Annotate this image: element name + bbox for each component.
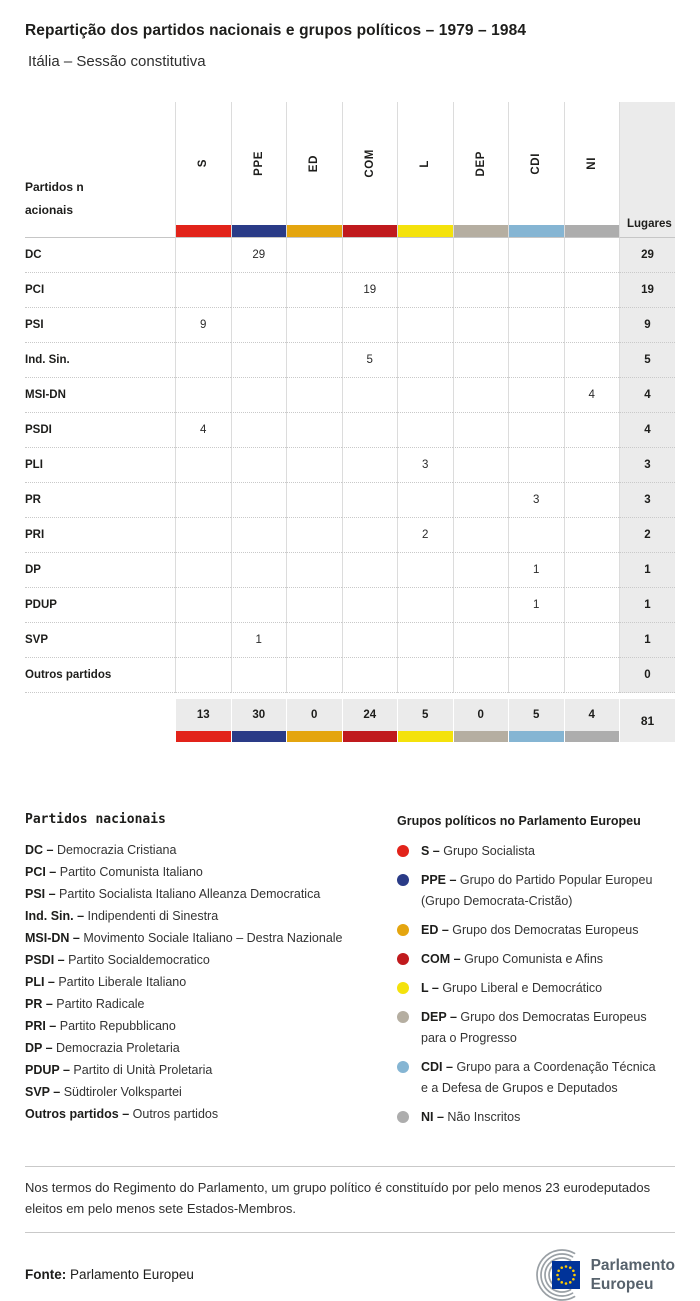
seat-cell-com <box>342 623 398 658</box>
group-color-dot-ni <box>397 1111 409 1123</box>
row-total-cell: 4 <box>619 378 675 413</box>
group-legend-text <box>421 920 638 941</box>
page-title: Repartição dos partidos nacionais e grupos políticos – 1979 – 1984 <box>25 22 527 39</box>
group-legend-item <box>397 978 657 999</box>
seats-column-header <box>619 102 675 238</box>
seat-cell-ppe <box>231 518 287 553</box>
column-header-ed <box>286 102 342 238</box>
party-label: Outros partidos <box>25 658 175 693</box>
hemicycle-flag-icon <box>522 1249 582 1301</box>
seat-cell-s <box>175 378 231 413</box>
seat-cell-cdi <box>508 378 564 413</box>
column-header-label: NI <box>585 157 598 170</box>
party-legend-item <box>25 905 397 927</box>
seat-cell-ppe <box>231 658 287 693</box>
group-legend-text <box>421 841 535 862</box>
row-total-cell: 4 <box>619 413 675 448</box>
group-code: PPE – <box>421 873 460 887</box>
group-name: Grupo Comunista e Afins <box>464 952 604 966</box>
eu-parliament-logo <box>522 1249 675 1301</box>
group-color-bar-com <box>343 225 398 237</box>
seat-cell-ed <box>286 658 342 693</box>
seat-cell-ppe <box>231 308 287 343</box>
legends <box>25 812 675 1136</box>
group-color-bar-ppe <box>232 225 287 237</box>
row-total-cell: 29 <box>619 238 675 273</box>
column-header-s <box>175 102 231 238</box>
group-code: NI – <box>421 1110 448 1124</box>
group-name: Grupo do Partido Popular Europeu (Grupo Democrata-Cristão) <box>421 873 653 908</box>
legend-political-groups <box>397 812 657 1136</box>
column-header-label-wrap <box>287 102 342 225</box>
group-color-bar-cdi <box>509 731 564 742</box>
party-legend-item <box>25 1015 397 1037</box>
seat-cell-s <box>175 273 231 308</box>
seat-cell-com <box>342 553 398 588</box>
group-color-bar-cdi <box>509 225 564 237</box>
column-header-label-wrap <box>565 102 620 225</box>
seat-cell-l <box>397 343 453 378</box>
seat-cell-ni <box>564 623 620 658</box>
party-legend-item <box>25 971 397 993</box>
seat-cell-ni <box>564 238 620 273</box>
seat-cell-dep <box>453 658 509 693</box>
seat-cell-dep <box>453 448 509 483</box>
column-header-label-wrap <box>398 102 453 225</box>
seat-cell-com <box>342 658 398 693</box>
seat-cell-ed <box>286 378 342 413</box>
seat-cell-com <box>342 518 398 553</box>
seat-cell-dep <box>453 483 509 518</box>
seat-cell-ed <box>286 483 342 518</box>
total-value: 30 <box>252 709 266 721</box>
group-name: Não Inscritos <box>447 1110 521 1124</box>
seat-cell-cdi <box>508 658 564 693</box>
party-abbr: PDUP – <box>25 1063 74 1077</box>
seat-cell-ni <box>564 343 620 378</box>
row-total-cell: 1 <box>619 623 675 658</box>
seat-cell-cdi <box>508 448 564 483</box>
column-header-label: ED <box>308 154 321 173</box>
group-legend-text <box>421 1057 657 1099</box>
logo-wordmark <box>591 1256 675 1294</box>
row-total-cell: 2 <box>619 518 675 553</box>
legend-groups-list <box>397 841 657 1128</box>
group-color-bar-com <box>343 731 398 742</box>
seat-cell-ed <box>286 308 342 343</box>
group-legend-item <box>397 1007 657 1049</box>
seat-cell-l: 3 <box>397 448 453 483</box>
seat-cell-s <box>175 623 231 658</box>
total-cell-ppe <box>231 699 287 742</box>
group-legend-item <box>397 841 657 862</box>
group-color-bar-ppe <box>232 731 287 742</box>
party-label: PSDI <box>25 413 175 448</box>
row-total-cell: 19 <box>619 273 675 308</box>
group-color-dot-dep <box>397 1011 409 1023</box>
party-abbr: DP – <box>25 1041 57 1055</box>
seat-cell-ed <box>286 238 342 273</box>
total-cell-com <box>342 699 398 742</box>
total-value: 5 <box>422 709 429 721</box>
party-name: Partito Socialista Italiano Alleanza Democratica <box>59 887 321 901</box>
seat-cell-com <box>342 308 398 343</box>
group-legend-text <box>421 870 657 912</box>
group-color-bar-ni <box>565 225 620 237</box>
seat-cell-ppe: 29 <box>231 238 287 273</box>
party-label: MSI-DN <box>25 378 175 413</box>
seat-cell-ppe <box>231 343 287 378</box>
party-legend-item <box>25 1081 397 1103</box>
seat-cell-ni <box>564 518 620 553</box>
seat-cell-l <box>397 308 453 343</box>
legend-groups-heading: Grupos políticos no Parlamento Europeu <box>397 814 641 828</box>
group-legend-text <box>421 949 603 970</box>
group-name: Grupo dos Democratas Europeus para o Progresso <box>421 1010 647 1045</box>
group-color-bar-l <box>398 225 453 237</box>
party-label: PDUP <box>25 588 175 623</box>
seat-cell-com <box>342 483 398 518</box>
row-total-cell: 3 <box>619 483 675 518</box>
column-header-com <box>342 102 398 238</box>
group-code: L – <box>421 981 443 995</box>
divider-bottom <box>25 1232 675 1233</box>
party-label: PRI <box>25 518 175 553</box>
column-header-dep <box>453 102 509 238</box>
table-corner-header <box>25 102 175 238</box>
seat-cell-ni <box>564 588 620 623</box>
party-name: Partito Socialdemocratico <box>68 953 210 967</box>
party-legend-item <box>25 861 397 883</box>
seat-cell-s <box>175 483 231 518</box>
seat-cell-ni <box>564 553 620 588</box>
seat-cell-cdi: 3 <box>508 483 564 518</box>
seat-cell-ed <box>286 448 342 483</box>
group-code: CDI – <box>421 1060 457 1074</box>
party-abbr: Outros partidos – <box>25 1107 133 1121</box>
seat-cell-s: 9 <box>175 308 231 343</box>
party-name: Partito Liberale Italiano <box>58 975 187 989</box>
seat-cell-cdi <box>508 308 564 343</box>
party-abbr: PSI – <box>25 887 60 901</box>
seat-cell-dep <box>453 588 509 623</box>
seat-cell-dep <box>453 308 509 343</box>
row-total-cell: 0 <box>619 658 675 693</box>
party-legend-item <box>25 839 397 861</box>
row-total-cell: 1 <box>619 588 675 623</box>
party-name: Partito Comunista Italiano <box>59 865 203 879</box>
total-cell-cdi <box>508 699 564 742</box>
party-label: PR <box>25 483 175 518</box>
seat-cell-cdi <box>508 623 564 658</box>
seat-cell-ni <box>564 413 620 448</box>
group-code: ED – <box>421 923 453 937</box>
group-color-bar-s <box>176 731 231 742</box>
group-color-dot-s <box>397 845 409 857</box>
divider-top <box>25 1166 675 1167</box>
legend-national-parties <box>25 812 397 1136</box>
seat-cell-cdi: 1 <box>508 588 564 623</box>
page-subtitle: Itália – Sessão constitutiva <box>28 53 206 70</box>
seat-cell-dep <box>453 378 509 413</box>
seat-cell-ni <box>564 483 620 518</box>
group-color-bar-dep <box>454 225 509 237</box>
seat-cell-l <box>397 588 453 623</box>
legend-parties-list <box>25 839 397 1125</box>
total-cell-l <box>397 699 453 742</box>
column-header-label-wrap <box>343 102 398 225</box>
seat-cell-s <box>175 588 231 623</box>
row-total-cell: 3 <box>619 448 675 483</box>
column-header-l <box>397 102 453 238</box>
column-header-label-wrap <box>232 102 287 225</box>
seat-cell-dep <box>453 343 509 378</box>
seat-cell-ppe <box>231 273 287 308</box>
seats-header-label: Lugares <box>627 218 672 230</box>
total-value: 5 <box>533 709 540 721</box>
row-total-cell: 5 <box>619 343 675 378</box>
seat-cell-dep <box>453 238 509 273</box>
total-value: 4 <box>588 709 595 721</box>
group-color-bar-dep <box>454 731 509 742</box>
source-label: Fonte: <box>25 1267 67 1283</box>
group-legend-item <box>397 1107 657 1128</box>
party-abbr: PCI – <box>25 865 60 879</box>
party-legend-item <box>25 1059 397 1081</box>
seat-cell-ed <box>286 343 342 378</box>
seat-cell-ppe <box>231 448 287 483</box>
seat-cell-ni: 4 <box>564 378 620 413</box>
seat-cell-dep <box>453 518 509 553</box>
group-color-dot-ed <box>397 924 409 936</box>
footnote: Nos termos do Regimento do Parlamento, um grupo político é constituído por pelo menos 23 eurodeputados eleitos em pelo menos sete Estados-Membros. <box>25 1180 651 1216</box>
party-abbr: MSI-DN – <box>25 931 84 945</box>
total-value: 13 <box>196 709 210 721</box>
seat-cell-ppe <box>231 378 287 413</box>
total-cell-ed <box>286 699 342 742</box>
seat-cell-com: 19 <box>342 273 398 308</box>
seat-cell-ppe <box>231 553 287 588</box>
party-abbr: PSDI – <box>25 953 69 967</box>
party-label: DP <box>25 553 175 588</box>
group-code: S – <box>421 844 444 858</box>
party-abbr: SVP – <box>25 1085 64 1099</box>
group-color-bar-s <box>176 225 231 237</box>
seat-cell-s <box>175 238 231 273</box>
party-abbr: PR – <box>25 997 57 1011</box>
column-header-ni <box>564 102 620 238</box>
group-code: COM – <box>421 952 465 966</box>
party-name: Indipendenti di Sinestra <box>87 909 219 923</box>
party-label: PCI <box>25 273 175 308</box>
column-header-label-wrap <box>176 102 231 225</box>
total-cell-ni <box>564 699 620 742</box>
seat-cell-com <box>342 448 398 483</box>
group-name: Grupo Liberal e Democrático <box>442 981 603 995</box>
group-legend-item <box>397 1057 657 1099</box>
seat-cell-ed <box>286 273 342 308</box>
seat-cell-cdi <box>508 518 564 553</box>
source <box>25 1267 194 1282</box>
group-color-dot-cdi <box>397 1061 409 1073</box>
seat-cell-l <box>397 273 453 308</box>
seat-cell-s <box>175 448 231 483</box>
seat-cell-ni <box>564 658 620 693</box>
column-header-label: CDI <box>530 152 543 175</box>
party-label: DC <box>25 238 175 273</box>
column-header-label-wrap <box>509 102 564 225</box>
column-header-label: L <box>419 159 432 168</box>
seat-cell-s <box>175 343 231 378</box>
seat-cell-ni <box>564 273 620 308</box>
party-abbr: Ind. Sin. – <box>25 909 88 923</box>
seat-cell-ppe: 1 <box>231 623 287 658</box>
seat-cell-s <box>175 518 231 553</box>
seat-cell-s <box>175 658 231 693</box>
group-color-dot-com <box>397 953 409 965</box>
group-name: Grupo Socialista <box>443 844 535 858</box>
party-abbr: PLI – <box>25 975 59 989</box>
total-cell-dep <box>453 699 509 742</box>
group-legend-item <box>397 949 657 970</box>
total-value: 0 <box>477 709 484 721</box>
seat-cell-cdi <box>508 273 564 308</box>
group-legend-text <box>421 1107 520 1128</box>
party-name: Partito Repubblicano <box>59 1019 176 1033</box>
column-header-cdi <box>508 102 564 238</box>
party-legend-item <box>25 927 397 949</box>
party-name: Outros partidos <box>132 1107 219 1121</box>
seat-cell-l <box>397 483 453 518</box>
corner-header-label: Partidos nacionais <box>25 180 84 217</box>
seat-cell-l <box>397 553 453 588</box>
column-header-label: DEP <box>474 150 487 177</box>
row-total-cell: 1 <box>619 553 675 588</box>
seat-cell-l <box>397 658 453 693</box>
party-name: Partito Radicale <box>56 997 145 1011</box>
group-legend-text <box>421 978 602 999</box>
seat-cell-ed <box>286 588 342 623</box>
source-value: Parlamento Europeu <box>70 1267 194 1283</box>
party-legend-item <box>25 1103 397 1125</box>
seat-cell-ppe <box>231 483 287 518</box>
party-name: Democrazia Cristiana <box>56 843 177 857</box>
seat-cell-ni <box>564 308 620 343</box>
party-legend-item <box>25 949 397 971</box>
logo-line-1: Parlamento <box>590 1256 675 1274</box>
seat-cell-ppe <box>231 588 287 623</box>
seat-cell-cdi <box>508 238 564 273</box>
group-code: DEP – <box>421 1010 461 1024</box>
source-row <box>25 1249 675 1301</box>
total-value: 0 <box>311 709 318 721</box>
total-cell-s <box>175 699 231 742</box>
seat-cell-l <box>397 378 453 413</box>
logo-line-2: Europeu <box>590 1275 654 1293</box>
seats-table <box>25 102 675 742</box>
seat-cell-ed <box>286 623 342 658</box>
group-color-bar-ed <box>287 225 342 237</box>
group-color-bar-l <box>398 731 453 742</box>
party-label: Ind. Sin. <box>25 343 175 378</box>
seat-cell-dep <box>453 273 509 308</box>
seat-cell-ppe <box>231 413 287 448</box>
seat-cell-l <box>397 623 453 658</box>
party-label: SVP <box>25 623 175 658</box>
column-header-ppe <box>231 102 287 238</box>
group-legend-text <box>421 1007 657 1049</box>
seat-cell-cdi <box>508 413 564 448</box>
group-color-bar-ni <box>565 731 620 742</box>
row-total-cell: 9 <box>619 308 675 343</box>
seat-cell-ni <box>564 448 620 483</box>
seat-cell-cdi <box>508 343 564 378</box>
party-legend-item <box>25 883 397 905</box>
seat-cell-dep <box>453 553 509 588</box>
seat-cell-dep <box>453 623 509 658</box>
party-legend-item <box>25 993 397 1015</box>
seat-cell-com <box>342 238 398 273</box>
group-legend-item <box>397 920 657 941</box>
totals-empty-cell <box>25 699 175 742</box>
party-name: Movimento Sociale Italiano – Destra Nazionale <box>83 931 343 945</box>
party-abbr: DC – <box>25 843 57 857</box>
seat-cell-s <box>175 553 231 588</box>
seat-cell-cdi: 1 <box>508 553 564 588</box>
seat-cell-l <box>397 238 453 273</box>
party-name: Democrazia Proletaria <box>56 1041 180 1055</box>
column-header-label-wrap <box>454 102 509 225</box>
seat-cell-dep <box>453 413 509 448</box>
grand-total-cell: 81 <box>619 699 675 742</box>
group-name: Grupo para a Coordenação Técnica e a Defesa de Grupos e Deputados <box>421 1060 656 1095</box>
party-legend-item <box>25 1037 397 1059</box>
party-label: PSI <box>25 308 175 343</box>
group-color-dot-l <box>397 982 409 994</box>
column-header-label: COM <box>363 149 376 178</box>
party-label: PLI <box>25 448 175 483</box>
group-color-dot-ppe <box>397 874 409 886</box>
total-value: 24 <box>363 709 377 721</box>
seat-cell-s: 4 <box>175 413 231 448</box>
seat-cell-ed <box>286 413 342 448</box>
group-name: Grupo dos Democratas Europeus <box>452 923 639 937</box>
seat-cell-com <box>342 588 398 623</box>
column-header-label: PPE <box>252 151 265 176</box>
seat-cell-l: 2 <box>397 518 453 553</box>
seat-cell-l <box>397 413 453 448</box>
seat-cell-com <box>342 378 398 413</box>
legend-parties-heading: Partidos nacionais <box>25 812 166 827</box>
group-color-bar-ed <box>287 731 342 742</box>
seat-cell-com <box>342 413 398 448</box>
party-abbr: PRI – <box>25 1019 60 1033</box>
seat-cell-ed <box>286 518 342 553</box>
column-header-label: S <box>197 159 210 168</box>
seat-cell-ed <box>286 553 342 588</box>
group-legend-item <box>397 870 657 912</box>
party-name: Partito di Unità Proletaria <box>73 1063 213 1077</box>
seat-cell-com: 5 <box>342 343 398 378</box>
party-name: Südtiroler Volkspartei <box>63 1085 182 1099</box>
